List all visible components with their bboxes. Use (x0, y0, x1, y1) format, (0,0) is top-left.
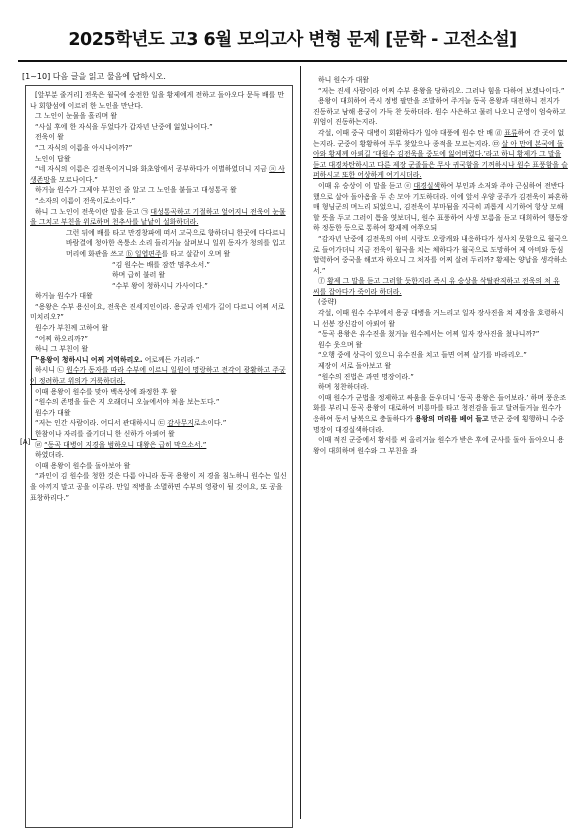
paragraph: “용왕은 수부 용신이요, 전욱은 진세지인이라. 용궁과 인세가 길이 다르니 어찌 서로 미치리오?” (30, 302, 285, 322)
paragraph: “김 원수는 배를 잠깐 멈추소서.” (112, 260, 210, 269)
paragraph: “어찌 하오리까?” (35, 334, 88, 343)
left-column (30, 90, 288, 503)
paragraph: “저는 진세 사람이라 어찌 수부 용왕을 당하리오. 그러나 힘을 다하여 보겠나이다.” (318, 86, 565, 95)
page-title: 2025학년도 고3 6월 모의고사 변형 문제 [문학 - 고전소설] (68, 30, 517, 50)
paragraph: 원수가 부친께 고하여 왈 (35, 324, 109, 333)
column-divider (300, 66, 301, 819)
marker-d: 표류 (504, 128, 518, 137)
paragraph: “사실 후에 한 자식을 두었다가 갑자년 난중에 잃었나이다.” (35, 122, 213, 131)
paragraph: 그 노인이 눈물을 흘리며 왈 (35, 112, 117, 121)
underline-3: 감사무지 (167, 419, 194, 428)
summary-label: [앞부분 줄거리] (35, 91, 83, 99)
bold-line: “용왕이 청하시니 어찌 거역하리오. (35, 355, 143, 364)
paragraph: “저는 인간 사람이라. 어디서 관대하시니 ㉢ 감사무지로소이다.” (35, 419, 227, 428)
paragraph: “수부 왕이 청하시니 가사이다.” (112, 281, 208, 290)
title-rule (18, 60, 567, 62)
bold-phrase: 용왕의 머리를 베어 들고 (414, 415, 489, 423)
paragraph: 하시니 ㉡ 원수가 동자를 따라 수부에 이르니 일원이 명랑하고 전각이 광활하고 주궁이 정려하고 위의가 거룩하더라. (30, 366, 286, 386)
paragraph: 하며 칭찬하더라. (318, 383, 369, 392)
section-a (30, 228, 288, 292)
paragraph: 하였더라. (35, 451, 64, 460)
paragraph: 원수가 대왈 (35, 408, 71, 417)
underline-4: “동곡 대병이 지경을 범하오니 대왕은 급히 막으소서.” (44, 440, 207, 449)
paragraph: 한참이나 자리를 즐기더니 한 신하가 아뢰어 왈 (35, 430, 175, 438)
paragraph: 하니 그 부친이 왈 (35, 345, 89, 354)
paragraph: “네 자식의 이름은 김전욱이거니와 화초암에서 공부하다가 이별하였더니 지금 ⓐ 사생존망을 모르나이다.” (30, 165, 285, 184)
paragraph: 하거늘 원수가 그제야 부친인 줄 알고 그 노인을 붙들고 대성통곡 왈 (35, 186, 237, 195)
paragraph: 이때 용왕이 원수를 맞아 백옥상에 좌정한 후 왈 (35, 387, 177, 396)
paragraph: 이때 유 승상이 이 말을 듣고 ⓔ 대경실색하여 부인과 소저와 주야 근심하여 전반다했으로 살아 돌아옴을 두 손 모아 기도하더라. 이에 앞서 우양 공주가 김전욱이 파혼하매 형님군의 며느리 되었으니, 김전욱이 부마됨을 지극히 괴롭게 시기하여 항상 모해할 뜻을 두고 그러이 틈을 엿보더니, 원수 표풍하여 사생 모름을 듣고 대희하여 행동장하 정동한 등으로 통하여 황제께 여쭈오되 (313, 181, 568, 233)
paragraph: “소자의 이름이 전욱이로소이다.” (35, 196, 136, 205)
underline-5: 살 아 만에 본국에 돌아와 황제께 아뢰길 ‘대원수 김전욱을 중도에 잃어버렸다.’라고 하니 황제가 그 말을 듣고 대경차탄하시고 다른 제장 군졸들은 무사 귀국함을 기꺼하시나 원수 표풍함을 슬퍼하시고 또한 어상하게 여기시더라. (313, 139, 568, 180)
paragraph: [앞부분 줄거리] 전욱은 월국에 숭전한 일을 황제에게 전하고 돌아오다 문득 배를 만나 회향섬에 이르러 한 노인을 만난다. (30, 91, 285, 110)
paragraph: 하거늘 원수가 대왈 (35, 292, 93, 301)
paragraph: 원수 웃으며 왈 (318, 340, 363, 349)
paragraph: “오행 중에 상극이 있으니 유수진을 치고 들면 어찌 살기를 바라리오.” (318, 351, 527, 360)
paragraph: “용왕이 청하시니 어찌 거역하리오. 어로께든 가리라.” (35, 355, 200, 364)
label-a: [A] (20, 438, 31, 446)
marker-e: 대경실색 (413, 181, 441, 190)
paragraph: “원수의 존명을 들은 지 오래더니 오늘에서야 처음 보는도다.” (35, 398, 220, 407)
paragraph: 그런 뒤에 배를 타고 만경창파에 떠서 고국으로 향하더니 한곳에 다다르니 바람결에 청아한 옥퉁소 소리 들리거늘 살펴보니 일위 동자가 청의를 입고 머리에 화관을 쓰고 ⓑ 일엽편주를 타고 살같이 오며 왈 (66, 228, 286, 258)
paragraph: “감자년 난중에 김전욱의 아비 시랑도 오랑캐와 내응하다가 성사치 못함으로 월국으로 들어가더니 지금 전욱이 월국을 치는 체하다가 월국으로 도망하여 제 아비와 동심합력하여 중국을 해코자 하오니 그 처자를 어찌 살려 두리까? 황제는 양납을 생각하소서.” (313, 234, 568, 275)
paragraph: 하며 급히 불러 왈 (112, 271, 166, 280)
paragraph: 각설, 이때 중국 대병이 회환하다가 일야 대풍에 원수 탄 배 ⓓ 표류하여 간 곳이 없는지라. 군중이 황황하여 두루 찾았으나 종적을 모르는지라. ㉤ 살 아 만에 본국에 돌아와 황제께 아뢰길 ‘대원수 김전욱을 중도에 잃어버렸다.’라고 하니 황제가 그 말을 듣고 대경차탄하시고 다른 제장 군졸들은 무사 귀국함을 기꺼하시나 원수 표풍함을 슬퍼하시고 또한 어상하게 여기시더라. (313, 128, 568, 180)
paragraph: 이때 용왕이 원수를 돌아보아 왈 (35, 461, 131, 470)
underline-1: 대성통곡하고 기절하고 엎어지니 전욱이 눈물을 그치고 부친을 위로하며 천추사를 낱낱이 설화하더라. (30, 207, 286, 227)
paragraph: 하니 원수가 대왈 (318, 76, 369, 84)
paragraph: “그 자식의 이름을 아시나이까?” (35, 143, 133, 152)
paragraph: 전욱이 왈 (35, 133, 64, 142)
paragraph: 노인이 답왈 (35, 154, 71, 163)
paragraph: 용왕이 대희하여 즉시 정병 팔만을 조발하여 주거늘 동곡 용왕과 대전하니 전지가 진동하고 남해 용궁이 가득 찬 듯하더라. 원수 사은하고 물러 나오니 군영이 엄숙하고 위엄이 진동하는지라. (313, 97, 566, 127)
paragraph: “과인이 김 원수를 청한 것은 다름 아니라 동곡 용왕이 저 경을 침노하니 원수는 일신을 아끼지 말고 공을 이루라. 만일 적병을 소멸하면 수부의 영광이 될 것이요, 또 공을 표창하리다.” (30, 472, 287, 502)
paragraph: 제장이 서로 돌아보고 왈 (318, 362, 392, 371)
paragraph: 각설, 이때 원수 수부에서 용궁 대병을 거느리고 일자 장사진을 쳐 제장을 호령하시니 선봉 장신감이 아뢰어 왈 (313, 309, 564, 328)
marker-a: ⓐ 사생존망 (30, 165, 285, 184)
marker-b: ⓑ 일엽편주 (125, 249, 162, 258)
right-column (313, 75, 568, 456)
paragraph: (중략) (318, 298, 337, 307)
paragraph: ㉣ “동곡 대병이 지경을 범하오니 대왕은 급히 막으소서.” (35, 440, 207, 449)
paragraph: “원수의 진법은 과연 명장이라.” (318, 372, 414, 381)
paragraph: ⓕ 황제 그 말을 듣고 그러할 듯한지라 즉시 유 승상을 삭탈관직하고 전욱의 처 유 씨를 잡아다가 죽이라 하더라. (313, 277, 560, 296)
paragraph: 하니 그 노인이 전욱이란 말을 듣고 ㉠ 대성통곡하고 기절하고 엎어지니 전욱이 눈물을 그치고 부친을 위로하며 천추사를 낱낱이 설화하더라. (30, 207, 286, 227)
paragraph: 이때 원수가 군법을 정제하고 싸움을 돋우더니 ‘동곡 용왕은 들어보라.’ 하며 풍운조화를 부리니 동곡 용왕이 대로하여 비룡마를 타고 청전검을 들고 달려들거늘 원수가 응하여 동서 남북으로 충돌하다가 용왕의 머리를 베어 들고 만군 중에 횡행하니 수중 명장이 대경실색하더라. (313, 393, 567, 434)
paragraph: 이때 적진 군중에서 황서를 써 올리거늘 원수가 받은 후에 군사를 돌아 돌아오니 용왕이 대희하며 원수와 그 부친을 좌 (313, 436, 564, 455)
instruction: [1~10] 다음 글을 읽고 물음에 답하시오. (22, 72, 166, 81)
underline-6: 황제 그 말을 듣고 그러할 듯한지라 즉시 유 승상을 삭탈관직하고 전욱의 처 유 씨를 잡아다가 죽이라 하더라. (313, 277, 560, 296)
underline-2: 원수가 동자를 따라 수부에 이르니 일원이 명랑하고 전각이 광활하고 주궁이 정려하고 위의가 거룩하더라. (30, 366, 286, 386)
paragraph: “동곡 용왕은 유수진을 쳤거늘 원수께서는 어찌 일자 장사진을 쳤나니까?” (318, 330, 540, 339)
